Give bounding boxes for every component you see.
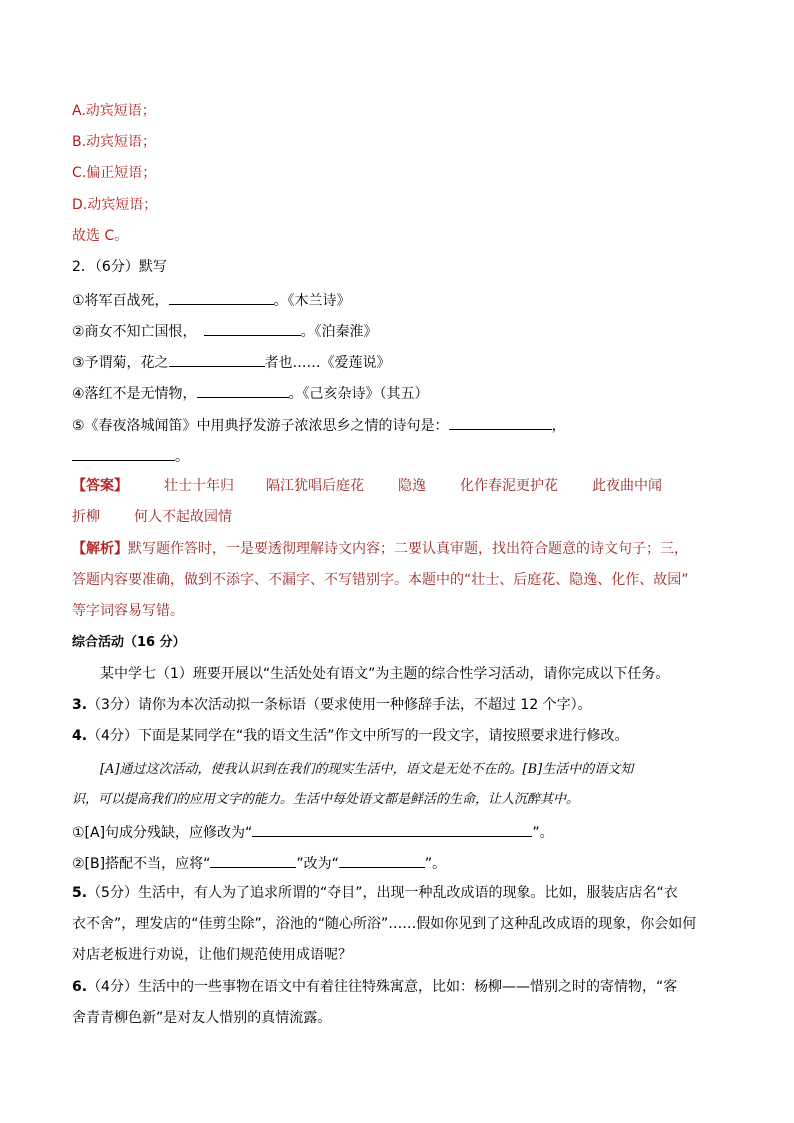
q2-item-2	[72, 321, 378, 341]
q3-number: 3.	[72, 697, 88, 713]
q2-item-5-cont	[72, 446, 189, 466]
answer-item: 何人不起故园情	[134, 509, 232, 525]
q2-item-1	[72, 290, 351, 310]
q4-sub-2-post: ”。	[424, 856, 447, 872]
analysis-text: 默写题作答时，一是要透彻理解诗文内容；二要认真审题，找出符合题意的诗文句子；三，	[128, 541, 688, 557]
q2-item-3-pre: ③予谓菊，花之	[72, 355, 169, 371]
option-d-analysis: D.动宾短语；	[72, 197, 158, 213]
analysis-line-3: 等字词容易写错。	[72, 603, 184, 619]
option-a-analysis: A.动宾短语；	[72, 103, 156, 119]
answer-label: 【答案】	[72, 478, 128, 494]
option-c-analysis: C.偏正短语；	[72, 165, 157, 181]
option-b-analysis: B.动宾短语；	[72, 134, 157, 150]
q4-sub-1-pre: ①[A]句成分残缺，应修改为“	[72, 825, 253, 841]
q2-item-2-pre: ②商女不知亡国恨，	[72, 324, 197, 340]
q4-sub-2-pre: ②[B]搭配不当，应将“	[72, 856, 211, 872]
answer-item: 此夜曲中闻	[592, 478, 662, 494]
section-intro: 某中学七（1）班要开展以“生活处处有语文”为主题的综合性学习活动，请你完成以下任务。	[100, 666, 670, 682]
q3	[72, 696, 592, 714]
q5-line-2: 衣不舍”，理发店的“佳剪尘除”，浴池的“随心所浴”……假如你见到了这种乱改成语的现象，你会如何	[72, 916, 697, 932]
answer-item: 折柳	[72, 509, 100, 525]
answer-item: 化作春泥更护花	[460, 478, 558, 494]
q2-title: 2．（6分）默写	[72, 259, 167, 275]
q4-number: 4.	[72, 728, 88, 744]
q2-item-5-pre: ⑤《春夜洛城闻笛》中用典抒发游子浓浓思乡之情的诗句是：	[72, 418, 449, 434]
q2-item-1-pre: ①将军百战死，	[72, 293, 169, 309]
q4-passage-line-1: [A]通过这次活动，使我认识到在我们的现实生活中，语文是无处不在的。[B]生活中的语文知	[100, 762, 634, 777]
answer-item: 壮士十年归	[164, 478, 234, 494]
q3-text: （3分）请你为本次活动拟一条标语（要求使用一种修辞手法，不超过 12 个字）。	[87, 697, 592, 713]
q2-item-1-post: 。《木兰诗》	[273, 293, 351, 309]
q5-number: 5.	[72, 885, 88, 901]
q5-line-1	[72, 884, 678, 902]
q5-text: （5分）生活中，有人为了追求所谓的“夺目”，出现一种乱改成语的现象。比如，服装店店名“衣	[87, 885, 678, 901]
q6-line-2: 舍青青柳色新”是对友人惜别的真情流露。	[72, 1010, 332, 1026]
q2-item-5-end: 。	[175, 449, 189, 465]
answer-row-2	[72, 508, 232, 526]
q4-sub-2	[72, 853, 446, 873]
q4-sub-2-mid: ”改为“	[296, 856, 339, 872]
q2-item-5	[72, 415, 566, 435]
q4-text: （4分）下面是某同学在“我的语文生活”作文中所写的一段文字，请按照要求进行修改。	[87, 728, 629, 744]
q6-text: （4分）生活中的一些事物在语文中有着往往特殊寓意，比如：杨柳——惜别之时的寄情物，“客	[87, 979, 678, 995]
section-title: 综合活动（16 分）	[72, 635, 186, 650]
analysis-line-1	[72, 540, 688, 558]
fill-blank[interactable]	[72, 446, 175, 461]
answer-conclusion: 故选 C。	[72, 228, 129, 244]
q5-line-3: 对店老板进行劝说，让他们规范使用成语呢？	[72, 947, 352, 963]
q2-item-2-post: 。《泊秦淮》	[300, 324, 378, 340]
answer-row-1	[72, 477, 662, 495]
q2-item-3-post: 者也……《爱莲说》	[264, 355, 391, 371]
q2-item-3	[72, 352, 391, 372]
q4-passage-line-2: 识，可以提高我们的应用文字的能力。生活中每处语文都是鲜活的生命，让人沉醉其中。	[72, 792, 580, 807]
q2-item-4-post: 。《己亥杂诗》（其五）	[288, 386, 429, 402]
fill-blank[interactable]	[169, 352, 265, 367]
fill-blank[interactable]	[339, 853, 425, 868]
fill-blank[interactable]	[169, 290, 274, 305]
fill-blank[interactable]	[204, 321, 301, 336]
q4-sub-1-post: ”。	[532, 825, 554, 841]
q2-item-4-pre: ④落红不是无情物，	[72, 386, 197, 402]
q2-item-5-post: ，	[551, 418, 566, 434]
q2-item-4	[72, 383, 429, 403]
analysis-label: 【解析】	[72, 541, 128, 557]
q6-number: 6.	[72, 979, 88, 995]
fill-blank[interactable]	[449, 415, 552, 430]
fill-blank[interactable]	[210, 853, 296, 868]
answer-item: 隔江犹唱后庭花	[266, 478, 364, 494]
q4-sub-1	[72, 822, 554, 842]
q6-line-1	[72, 978, 677, 996]
analysis-line-2: 答题内容要准确，做到不添字、不漏字、不写错别字。本题中的“壮士、后庭花、隐逸、化作、故园”	[72, 572, 689, 588]
answer-item: 隐逸	[398, 478, 426, 494]
q4	[72, 727, 628, 745]
fill-blank[interactable]	[252, 822, 532, 837]
fill-blank[interactable]	[197, 383, 289, 398]
